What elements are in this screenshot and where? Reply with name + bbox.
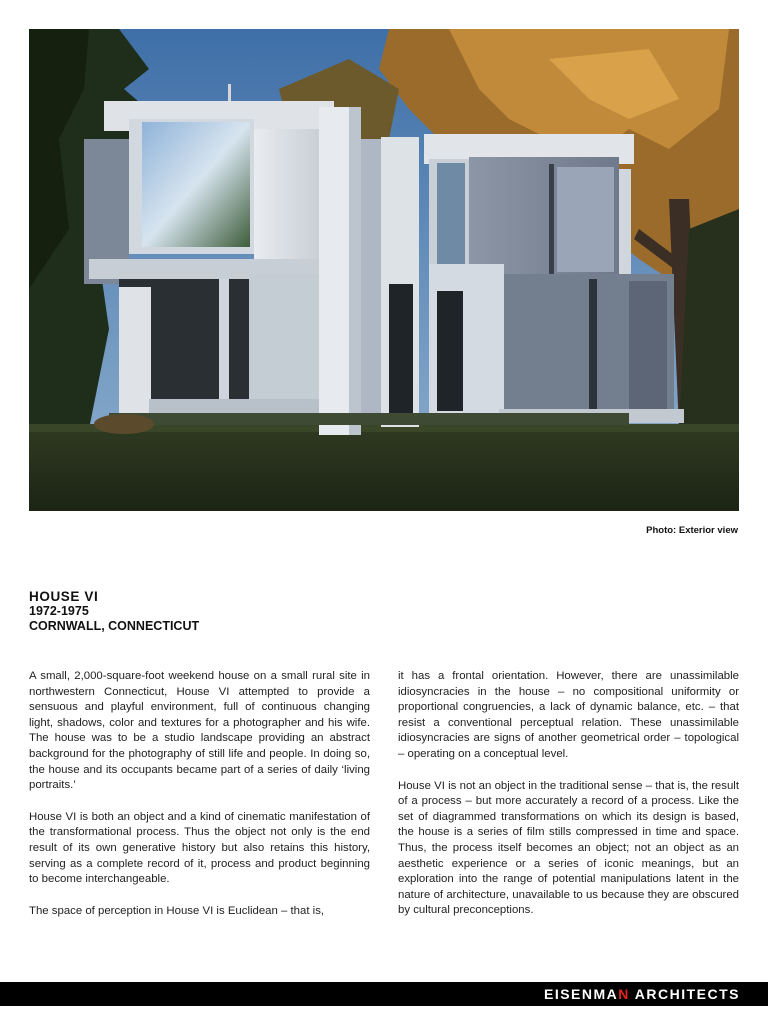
footer-bar [0,982,768,1006]
paragraph: A small, 2,000-square-foot weekend house on a small rural site in northwestern Connecticut, House VI attempted to provide a sensuous and playful environment, full of continuous changing light, shadows, color and textures for a photographer and his wife. The house was to be a studio landscape providing an abstract background for the photography of still life and people. In doing so, the house and its occupants became part of a series of daily ‘living portraits.’ [29,670,370,792]
project-location: CORNWALL, CONNECTICUT [29,619,200,633]
photo-caption: Photo: Exterior view [646,525,738,536]
project-title: HOUSE VI [29,589,99,604]
brand-text: EISENMA [543,986,619,1002]
body-column-left [29,669,370,935]
project-years: 1972-1975 [29,604,89,618]
paragraph: it has a frontal orientation. However, there are unassimilable idiosyncracies in the house – no compositional uniformity or proportional congruencies, a lack of dynamic balance, etc. – that resist a conventional perceptual relation. These unassimilable idiosyncracies are signs of another geometrical order – topological – operating on a conceptual level. [398,670,739,760]
brand-logo [544,986,740,1002]
exterior-photo [29,29,739,511]
body-column-right [398,669,739,935]
house-vi-photo-illustration [29,29,739,511]
paragraph: House VI is not an object in the traditional sense – that is, the result of a process – but more accurately a record of a process. Like the set of diagrammed transformations on which its design is based, the house is a series of film stills compressed in time and space. Thus, the process itself becomes an object; not an object as an aesthetic experience or a series of iconic meanings, but an exploration into the range of potential manipulations latent in the nature of architecture, unavailable to us because they are obscured by cultural preconceptions. [398,779,739,917]
project-header [29,589,199,634]
paragraph: House VI is both an object and a kind of cinematic manifestation of the transformational process. Thus the object not only is the end result of its own generative history but also retains this history, serving as a complete record of it, process and product beginning to become interchangeable. [29,810,370,886]
brand-text-suffix: ARCHITECTS [629,986,740,1002]
brand-accent-letter: N [618,986,630,1002]
paragraph: The space of perception in House VI is Euclidean – that is, [29,904,325,917]
